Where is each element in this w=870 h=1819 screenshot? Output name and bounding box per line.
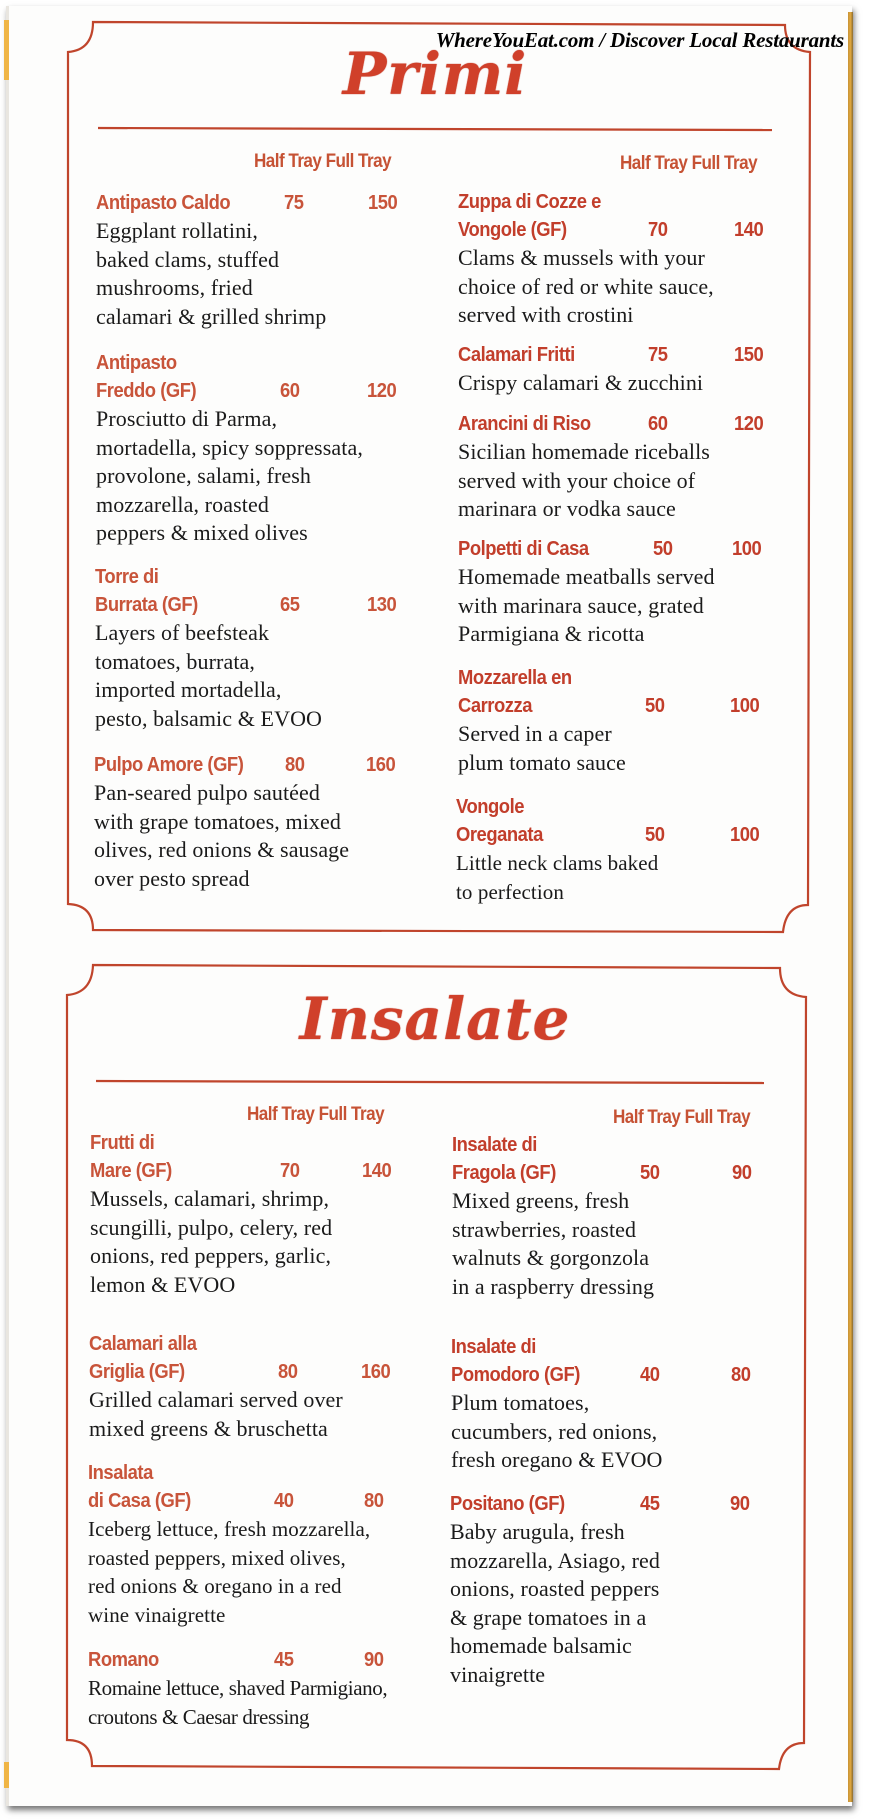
price-half-tray: 70 (280, 1160, 300, 1182)
item-name: Insalata (88, 1462, 153, 1484)
item-name: Freddo (GF) (96, 380, 197, 402)
item-description: Sicilian homemade riceballs served with your choice of marinara or vodka sauce (458, 439, 710, 521)
item-description: Eggplant rollatini, baked clams, stuffed mushrooms, fried calamari & grilled shrimp (96, 218, 327, 329)
price-half-tray: 50 (645, 824, 665, 846)
tray-header-right: Half Tray Full Tray (613, 1107, 751, 1128)
menu-item (88, 1646, 448, 1731)
item-name: Vongole (456, 796, 524, 818)
menu-item (452, 1131, 792, 1301)
price-half-tray: 50 (640, 1162, 660, 1184)
item-name: Griglia (GF) (89, 1361, 185, 1383)
item-name: di Casa (GF) (88, 1490, 191, 1512)
item-name: Burrata (GF) (95, 594, 198, 616)
item-description: Little neck clams baked to perfection (456, 851, 659, 904)
item-description: Baby arugula, fresh mozzarella, Asiago, red onions, roasted peppers & grape tomatoes in a homemade balsamic vinaigrette (450, 1519, 660, 1687)
item-name: Carrozza (458, 695, 533, 717)
item-name: Mare (GF) (90, 1160, 172, 1182)
price-full-tray: 120 (367, 380, 397, 402)
price-half-tray: 40 (274, 1490, 294, 1512)
item-description: Crispy calamari & zucchini (458, 370, 704, 395)
menu-item (96, 189, 436, 331)
item-name: Arancini di Riso (458, 413, 591, 435)
item-description: Served in a caper plum tomato sauce (458, 721, 626, 775)
price-full-tray: 160 (361, 1361, 391, 1383)
price-half-tray: 50 (645, 695, 665, 717)
site-watermark: WhereYouEat.com / Discover Local Restaurants (435, 28, 844, 52)
item-name: Fragola (GF) (452, 1162, 556, 1184)
item-description: Grilled calamari served over mixed greens & bruschetta (89, 1387, 343, 1441)
price-half-tray: 50 (653, 538, 673, 560)
price-full-tray: 150 (368, 192, 398, 214)
menu-item (456, 793, 796, 906)
price-full-tray: 90 (730, 1493, 750, 1515)
price-full-tray: 90 (364, 1649, 384, 1671)
page-tab (4, 1762, 9, 1788)
section-title-primi: Primi (342, 40, 528, 108)
item-name: Frutti di (90, 1132, 155, 1154)
price-half-tray: 75 (648, 344, 668, 366)
item-name: Zuppa di Cozze e (458, 191, 601, 213)
item-name: Vongole (GF) (458, 219, 567, 241)
item-description: Mixed greens, fresh strawberries, roasted walnuts & gorgonzola in a raspberry dressing (452, 1188, 655, 1299)
price-half-tray: 40 (640, 1364, 660, 1386)
item-name: Insalate di (451, 1336, 536, 1358)
price-full-tray: 90 (732, 1162, 752, 1184)
item-name: Romano (88, 1649, 159, 1671)
tray-header-right: Half Tray Full Tray (620, 153, 758, 174)
item-description: Romaine lettuce, shaved Parmigiano, croutons & Caesar dressing (88, 1676, 388, 1729)
item-name: Positano (GF) (450, 1493, 565, 1515)
menu-item (94, 751, 434, 893)
item-description: Pan-seared pulpo sautéed with grape tomatoes, mixed olives, red onions & sausage over pesto spread (94, 780, 350, 891)
menu-item (458, 664, 798, 777)
price-full-tray: 100 (730, 695, 760, 717)
price-half-tray: 60 (648, 413, 668, 435)
price-full-tray: 120 (734, 413, 764, 435)
item-name: Polpetti di Casa (458, 538, 589, 560)
item-description: Layers of beefsteak tomatoes, burrata, imported mortadella, pesto, balsamic & EVOO (95, 620, 323, 731)
price-half-tray: 80 (285, 754, 305, 776)
price-half-tray: 65 (280, 594, 300, 616)
price-full-tray: 140 (362, 1160, 392, 1182)
page-edge (848, 12, 853, 1802)
price-full-tray: 130 (367, 594, 397, 616)
tray-header-left: Half Tray Full Tray (247, 1104, 385, 1125)
price-half-tray: 45 (274, 1649, 294, 1671)
item-name: Calamari alla (89, 1333, 197, 1355)
price-full-tray: 80 (364, 1490, 384, 1512)
price-half-tray: 80 (278, 1361, 298, 1383)
tray-header-left: Half Tray Full Tray (254, 151, 392, 172)
item-name: Pulpo Amore (GF) (94, 754, 244, 776)
menu-item (458, 410, 798, 524)
item-name: Mozzarella en (458, 667, 572, 689)
price-half-tray: 45 (640, 1493, 660, 1515)
price-half-tray: 75 (284, 192, 304, 214)
item-description: Prosciutto di Parma, mortadella, spicy soppressata, provolone, salami, fresh mozzarella, roasted peppers & mixed olives (96, 406, 363, 545)
item-name: Oreganata (456, 824, 543, 846)
item-name: Antipasto (96, 352, 177, 374)
menu-item (451, 1333, 791, 1475)
price-full-tray: 80 (731, 1364, 751, 1386)
menu-item (95, 563, 435, 733)
price-full-tray: 160 (366, 754, 396, 776)
menu-item (458, 535, 798, 649)
menu-item (88, 1459, 428, 1629)
item-description: Iceberg lettuce, fresh mozzarella, roasted peppers, mixed olives, red onions & oregano in a red wine vinaigrette (88, 1517, 371, 1627)
item-description: Plum tomatoes, cucumbers, red onions, fresh oregano & EVOO (451, 1390, 663, 1472)
price-half-tray: 70 (648, 219, 668, 241)
item-description: Mussels, calamari, shrimp, scungilli, pulpo, celery, red onions, red peppers, garlic, lemon & EVOO (90, 1186, 333, 1297)
price-full-tray: 140 (734, 219, 764, 241)
item-name: Pomodoro (GF) (451, 1364, 580, 1386)
item-description: Homemade meatballs served with marinara sauce, grated Parmigiana & ricotta (458, 564, 715, 646)
item-description: Clams & mussels with your choice of red or white sauce, served with crostini (458, 245, 714, 327)
menu-item (450, 1490, 790, 1689)
item-name: Antipasto Caldo (96, 192, 231, 214)
price-half-tray: 60 (280, 380, 300, 402)
menu-item (458, 188, 798, 330)
menu-item (96, 349, 436, 548)
item-name: Calamari Fritti (458, 344, 575, 366)
item-name: Torre di (95, 566, 159, 588)
price-full-tray: 150 (734, 344, 764, 366)
price-full-tray: 100 (732, 538, 762, 560)
item-name: Insalate di (452, 1134, 537, 1156)
menu-item (90, 1129, 430, 1299)
menu-item (458, 341, 798, 398)
price-full-tray: 100 (730, 824, 760, 846)
menu-item (89, 1330, 429, 1443)
section-title-insalate: Insalate (299, 985, 571, 1053)
